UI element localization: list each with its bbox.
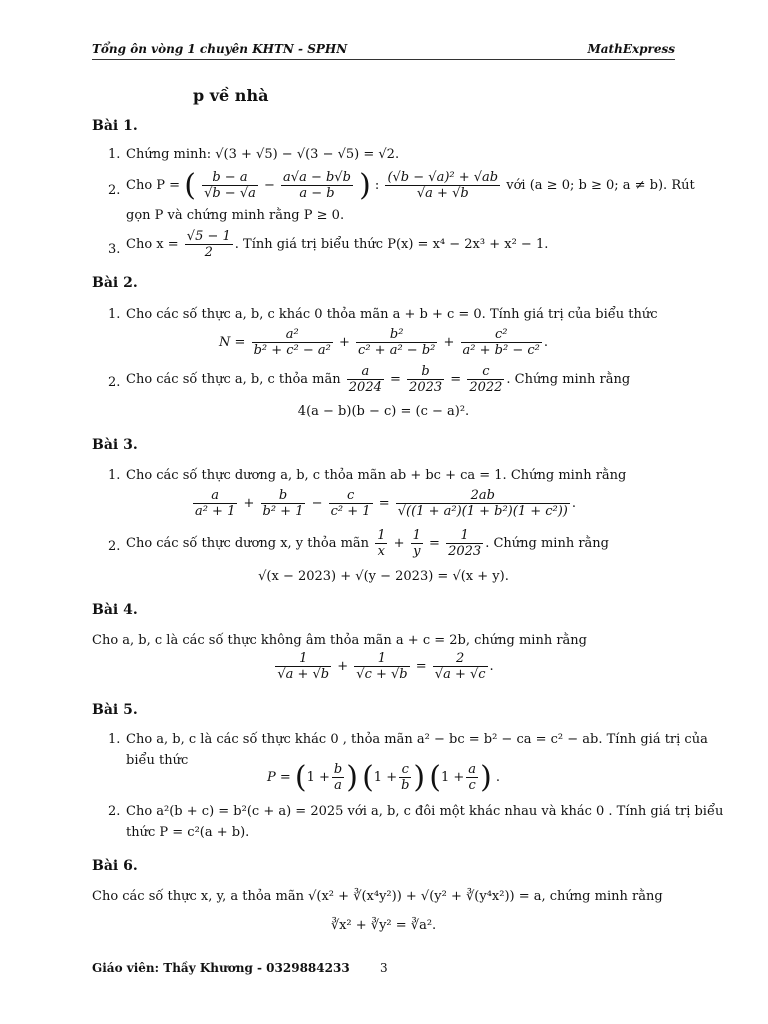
bai-5-item-2-number: 2. (108, 804, 121, 819)
fraction: $\frac{\text{(√b − √a)² + √ab}}{√a + √b}$ (387, 170, 499, 201)
bai-1-item-3-number: 3. (108, 242, 121, 257)
bai-5-item-1-line2: biểu thức (126, 753, 189, 768)
bai-5-item-1-number: 1. (108, 732, 121, 747)
bai-4-equation: $\frac{1}{√a + √b}$ + $\frac{1}{√c + √b}$ = $\frac{2}{√a + √c}$ . (277, 651, 494, 682)
bai-2-item-2-number: 2. (108, 375, 121, 390)
bai-2-item-1-equation: N = $\frac{\text{a²}}{\text{b² + c² − a²}}$ + $\frac{\text{b²}}{\text{c² + a² − b²}}$ + $\frac{\text{c²}}{\text{a² + b² − c²}}$ . (219, 327, 548, 358)
bai-1-item-1-text: Chứng minh: √(3 + √5) − √(3 − √5) = √2. (126, 147, 400, 162)
bai-6-text: Cho các số thực x, y, a thỏa mãn √(x² + ∛(x⁴y²)) + √(y² + ∛(y⁴x²)) = a, chứng minh rằng (92, 889, 663, 904)
section-title: p về nhà (193, 86, 269, 105)
bai-1-item-2-formula: Cho P = ( $\frac{b - a}{√b - √a}$ − $\frac{a√a - b√b}{a - b}$ ) : $\frac{\text{(√b − √a)² + √ab}}{√a + √b}$ với (a ≥ 0; b ≥ 0; a ≠ b). Rút (126, 168, 695, 203)
bai-5-title: Bài 5. (92, 702, 138, 718)
page-number: 3 (380, 961, 388, 975)
bai-1-item-1-number: 1. (108, 147, 121, 162)
open-paren: ( (184, 168, 196, 203)
bai-5-item-2-line2: thức P = c²(a + b). (126, 825, 250, 840)
bai-4-title: Bài 4. (92, 602, 138, 618)
bai-1-item-2-pre: Cho P = (126, 178, 181, 193)
bai-1-item-3-formula: Cho x = $\frac{√5 - 1}{2}$ . Tính giá trị biểu thức P(x) = x⁴ − 2x³ + x² − 1. (126, 229, 549, 260)
bai-3-item-2-number: 2. (108, 539, 121, 554)
bai-5-item-1-equation: P = (1 + $\frac{b}{a}$ ) (1 + $\frac{c}{b}$ ) (1 + $\frac{a}{c}$ ) . (266, 760, 501, 795)
fraction: $\frac{b - a}{√b - √a}$ (204, 170, 256, 201)
bai-1-item-2-line2: gọn P và chứng minh rằng P ≥ 0. (126, 208, 345, 223)
bai-2-item-2-equation: 4(a − b)(b − c) = (c − a)². (297, 404, 470, 419)
bai-2-item-2-formula: Cho các số thực a, b, c thỏa mãn $\frac{a}{2024}$ = $\frac{b}{2023}$ = $\frac{c}{2022}$ . Chứng minh rằng (126, 364, 631, 395)
bai-5-item-1-line1: Cho a, b, c là các số thực khác 0 , thỏa mãn a² − bc = b² − ca = c² − ab. Tính giá trị của (126, 732, 708, 747)
bai-3-item-2-equation: √(x − 2023) + √(y − 2023) = √(x + y). (258, 569, 509, 584)
close-paren: ) (359, 168, 371, 203)
bai-3-item-1-equation: $\frac{a}{\text{a² + 1}}$ + $\frac{b}{\text{b² + 1}}$ − $\frac{c}{\text{c² + 1}}$ = $\frac{2ab}{\text{√((1 + a²)(1 + b²)(1 + c²))}}$ . (194, 488, 577, 519)
fraction: $\frac{√5 - 1}{2}$ (186, 229, 231, 260)
bai-3-item-1-text: Cho các số thực dương a, b, c thỏa mãn ab + bc + ca = 1. Chứng minh rằng (126, 468, 627, 483)
fraction: $\frac{a√a - b√b}{a - b}$ (283, 170, 351, 201)
bai-2-item-1-number: 1. (108, 307, 121, 322)
bai-1-item-2-post: với (a ≥ 0; b ≥ 0; a ≠ b). Rút (506, 178, 695, 193)
bai-3-item-2-formula: Cho các số thực dương x, y thỏa mãn $\frac{1}{x}$ + $\frac{1}{y}$ = $\frac{1}{2023}$ . Chứng minh rằng (126, 528, 609, 559)
bai-2-title: Bài 2. (92, 275, 138, 291)
bai-1-item-2-number: 2. (108, 183, 121, 198)
bai-3-item-1-number: 1. (108, 468, 121, 483)
bai-5-item-2-line1: Cho a²(b + c) = b²(c + a) = 2025 với a, b, c đôi một khác nhau và khác 0 . Tính giá trị biểu (126, 804, 724, 819)
bai-4-text: Cho a, b, c là các số thực không âm thỏa mãn a + c = 2b, chứng minh rằng (92, 633, 587, 648)
header-course-title: Tổng ôn vòng 1 chuyên KHTN - SPHN (92, 42, 348, 56)
bai-1-title: Bài 1. (92, 118, 138, 134)
bai-3-title: Bài 3. (92, 437, 138, 453)
page-header (92, 42, 675, 60)
footer-teacher: Giáo viên: Thầy Khương - 0329884233 (92, 961, 350, 975)
header-brand: MathExpress (587, 42, 675, 56)
bai-6-equation: ∛x² + ∛y² = ∛a². (330, 918, 437, 933)
page-footer (92, 961, 675, 975)
bai-6-title: Bài 6. (92, 858, 138, 874)
bai-2-item-1-text: Cho các số thực a, b, c khác 0 thỏa mãn a + b + c = 0. Tính giá trị của biểu thức (126, 307, 658, 322)
